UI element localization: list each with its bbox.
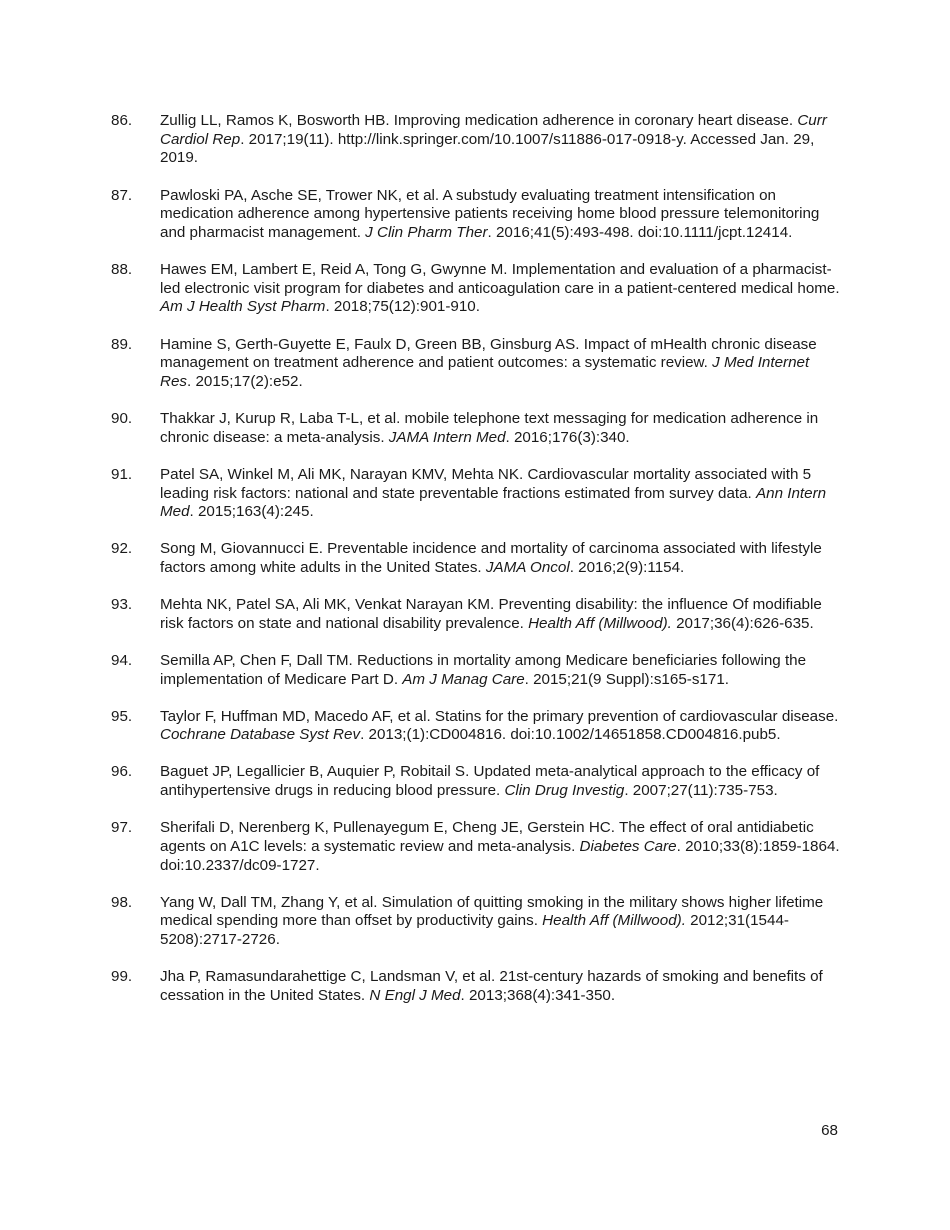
- reference-text: Jha P, Ramasundarahettige C, Landsman V, et al. 21st-century hazards of smoking and benefits of cessation in the United States. N Engl J Med. 2013;368(4):341-350.: [160, 968, 823, 1004]
- reference-number: 97.: [111, 819, 133, 837]
- reference-number: 89.: [111, 335, 133, 353]
- journal-title: Clin Drug Investig: [504, 782, 625, 800]
- reference-item: [111, 466, 841, 522]
- journal-title: J Med Internet Res: [160, 354, 810, 390]
- reference-text: Mehta NK, Patel SA, Ali MK, Venkat Narayan KM. Preventing disability: the influence Of modifiable risk factors on state and national disability prevalence. Health Aff (Millwood). 2017;36(4):626-635.: [160, 596, 822, 632]
- journal-title: Health Aff (Millwood).: [528, 614, 672, 632]
- reference-item: [111, 336, 841, 392]
- reference-number: 98.: [111, 893, 133, 911]
- reference-item: [111, 112, 841, 168]
- reference-item: [111, 894, 841, 950]
- journal-title: Am J Health Syst Pharm: [160, 298, 326, 316]
- journal-title: Curr Cardiol Rep: [160, 112, 827, 148]
- journal-title: JAMA Oncol: [485, 559, 570, 576]
- reference-item: [111, 410, 841, 447]
- journal-title: Ann Intern Med: [160, 484, 827, 521]
- reference-number: 87.: [111, 186, 133, 204]
- page-number: 68: [821, 1122, 838, 1139]
- reference-item: [111, 708, 841, 745]
- journal-title: N Engl J Med: [369, 986, 461, 1004]
- journal-title: Am J Manag Care: [402, 670, 525, 688]
- reference-item: [111, 652, 841, 689]
- reference-text: Thakkar J, Kurup R, Laba T-L, et al. mobile telephone text messaging for medication adherence in chronic disease: a meta-analysis. JAMA Intern Med. 2016;176(3):340.: [160, 410, 819, 446]
- reference-number: 86.: [111, 112, 133, 129]
- reference-item: [111, 819, 841, 875]
- reference-text: Hawes EM, Lambert E, Reid A, Tong G, Gwynne M. Implementation and evaluation of a pharmacist-led electronic visit program for diabetes and anticoagulation care in a patient-centered medical home. Am J Health Syst Pharm. 2018;75(12):901-910.: [160, 261, 840, 316]
- journal-title: Health Aff (Millwood).: [542, 912, 686, 930]
- reference-number: 88.: [111, 261, 133, 278]
- reference-list: [111, 112, 841, 1024]
- reference-item: [111, 540, 841, 577]
- reference-text: Pawloski PA, Asche SE, Trower NK, et al. A substudy evaluating treatment intensification on medication adherence among hypertensive patients receiving home blood pressure telemonitoring and pharmacist management. J Clin Pharm Ther. 2016;41(5):493-498. doi:10.1111/jcpt.12414.: [160, 186, 820, 241]
- journal-title: JAMA Intern Med: [388, 428, 506, 446]
- reference-item: [111, 596, 841, 633]
- reference-number: 95.: [111, 707, 133, 725]
- reference-item: [111, 187, 841, 243]
- reference-number: 99.: [111, 968, 133, 986]
- reference-text: Semilla AP, Chen F, Dall TM. Reductions in mortality among Medicare beneficiaries following the implementation of Medicare Part D. Am J Manag Care. 2015;21(9 Suppl):s165-s171.: [160, 651, 807, 688]
- journal-title: J Clin Pharm Ther: [365, 223, 488, 241]
- reference-item: [111, 968, 841, 1005]
- reference-number: 93.: [111, 596, 133, 614]
- reference-text: Sherifali D, Nerenberg K, Pullenayegum E, Cheng JE, Gerstein HC. The effect of oral antidiabetic agents on A1C levels: a systematic review and meta-analysis. Diabetes Care. 2010;33(8):1859-1864. doi:10.2337/dc09-1727.: [160, 819, 840, 874]
- reference-text: Song M, Giovannucci E. Preventable incidence and mortality of carcinoma associated with lifestyle factors among white adults in the United States. JAMA Oncol. 2016;2(9):1154.: [160, 540, 822, 576]
- reference-text: Hamine S, Gerth-Guyette E, Faulx D, Green BB, Ginsburg AS. Impact of mHealth chronic disease management on treatment adherence and patient outcomes: a systematic review. J Med Internet Res. 2015;17(2):e52.: [160, 335, 817, 390]
- reference-item: [111, 763, 841, 800]
- journal-title: Cochrane Database Syst Rev: [160, 726, 361, 744]
- reference-text: Patel SA, Winkel M, Ali MK, Narayan KMV, Mehta NK. Cardiovascular mortality associated with 5 leading risk factors: national and state preventable fractions estimated from survey data. Ann Intern Med. 2015;163(4):245.: [160, 465, 827, 521]
- reference-number: 91.: [111, 465, 133, 483]
- reference-text: Baguet JP, Legallicier B, Auquier P, Robitail S. Updated meta-analytical approach to the efficacy of antihypertensive drugs in reducing blood pressure. Clin Drug Investig. 2007;27(11):735-753.: [160, 763, 820, 800]
- journal-title: Diabetes Care: [579, 837, 677, 855]
- reference-number: 94.: [111, 651, 133, 669]
- reference-item: [111, 261, 841, 317]
- reference-text: Zullig LL, Ramos K, Bosworth HB. Improving medication adherence in coronary heart disease. Curr Cardiol Rep. 2017;19(11). http://link.springer.com/10.1007/s11886-017-0918-y. Accessed Jan. 29, 2019.: [160, 112, 827, 167]
- reference-text: Taylor F, Huffman MD, Macedo AF, et al. Statins for the primary prevention of cardiovascular disease. Cochrane Database Syst Rev. 2013;(1):CD004816. doi:10.1002/14651858.CD004816.pub5.: [160, 707, 839, 744]
- reference-number: 90.: [111, 410, 133, 427]
- reference-text: Yang W, Dall TM, Zhang Y, et al. Simulation of quitting smoking in the military shows higher lifetime medical spending more than offset by productivity gains. Health Aff (Millwood). 2012;31(1544-5208):2717-2726.: [160, 893, 824, 949]
- reference-number: 96.: [111, 763, 133, 781]
- reference-number: 92.: [111, 540, 133, 558]
